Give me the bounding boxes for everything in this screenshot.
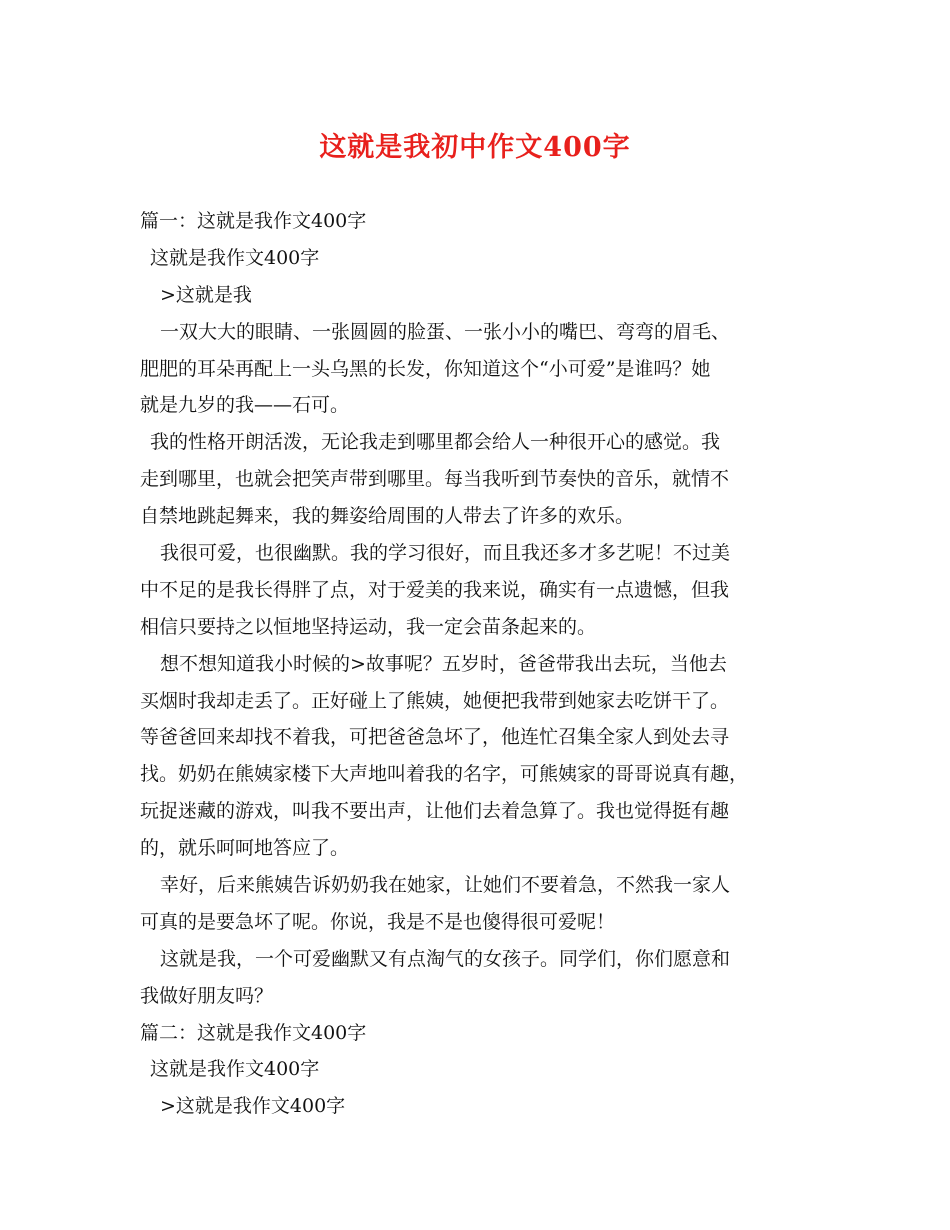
text-line: 的，就乐呵呵地答应了。 xyxy=(140,837,350,860)
text-line: 我做好朋友吗？ xyxy=(140,984,274,1007)
text-line: 这就是我，一个可爱幽默又有点淘气的女孩子。同学们，你们愿意和 xyxy=(160,947,731,970)
text-line: 走到哪里，也就会把笑声带到哪里。每当我听到节奏快的音乐，就情不 xyxy=(140,468,730,491)
text-line: 可真的是要急坏了呢。你说，我是不是也傻得很可爱呢！ xyxy=(140,910,616,933)
text-line: 找。奶奶在熊姨家楼下大声地叫着我的名字，可熊姨家的哥哥说真有趣， xyxy=(140,763,749,786)
subtitle-line: >这就是我作文400字 xyxy=(160,1095,346,1118)
subtitle-line: >这就是我 xyxy=(160,283,252,306)
text-line: 想不想知道我小时候的>故事呢？五岁时，爸爸带我出去玩，当他去 xyxy=(160,652,727,675)
text-line: 自禁地跳起舞来，我的舞姿给周围的人带去了许多的欢乐。 xyxy=(140,505,635,528)
text-line: 中不足的是我长得胖了点，对于爱美的我来说，确实有一点遗憾，但我 xyxy=(140,578,730,601)
text-line: 一双大大的眼睛、一张圆圆的脸蛋、一张小小的嘴巴、弯弯的眉毛、 xyxy=(160,320,731,343)
document-body xyxy=(140,203,820,1125)
text-line: 相信只要持之以恒地坚持运动，我一定会苗条起来的。 xyxy=(140,615,597,638)
subtitle-line: 这就是我作文400字 xyxy=(150,246,320,269)
text-line: 我的性格开朗活泼，无论我走到哪里都会给人一种很开心的感觉。我 xyxy=(150,431,721,454)
text-line: 玩捉迷藏的游戏，叫我不要出声，让他们去着急算了。我也觉得挺有趣 xyxy=(140,800,730,823)
text-line: 幸好，后来熊姨告诉奶奶我在她家，让她们不要着急，不然我一家人 xyxy=(160,874,731,897)
text-line: 就是九岁的我——石可。 xyxy=(140,394,350,417)
document-title: 这就是我初中作文400字 xyxy=(319,132,631,163)
section-heading-1: 篇一：这就是我作文400字 xyxy=(140,210,367,232)
subtitle-line: 这就是我作文400字 xyxy=(150,1058,320,1081)
text-line: 等爸爸回来却找不着我，可把爸爸急坏了，他连忙召集全家人到处去寻 xyxy=(140,726,730,749)
section-heading-2: 篇二：这就是我作文400字 xyxy=(140,1021,367,1044)
text-line: 买烟时我却走丢了。正好碰上了熊姨，她便把我带到她家去吃饼干了。 xyxy=(140,689,730,712)
text-line: 我很可爱，也很幽默。我的学习很好，而且我还多才多艺呢！不过美 xyxy=(160,542,731,565)
text-line: 肥肥的耳朵再配上一头乌黑的长发，你知道这个“小可爱”是谁吗？她 xyxy=(140,357,711,380)
